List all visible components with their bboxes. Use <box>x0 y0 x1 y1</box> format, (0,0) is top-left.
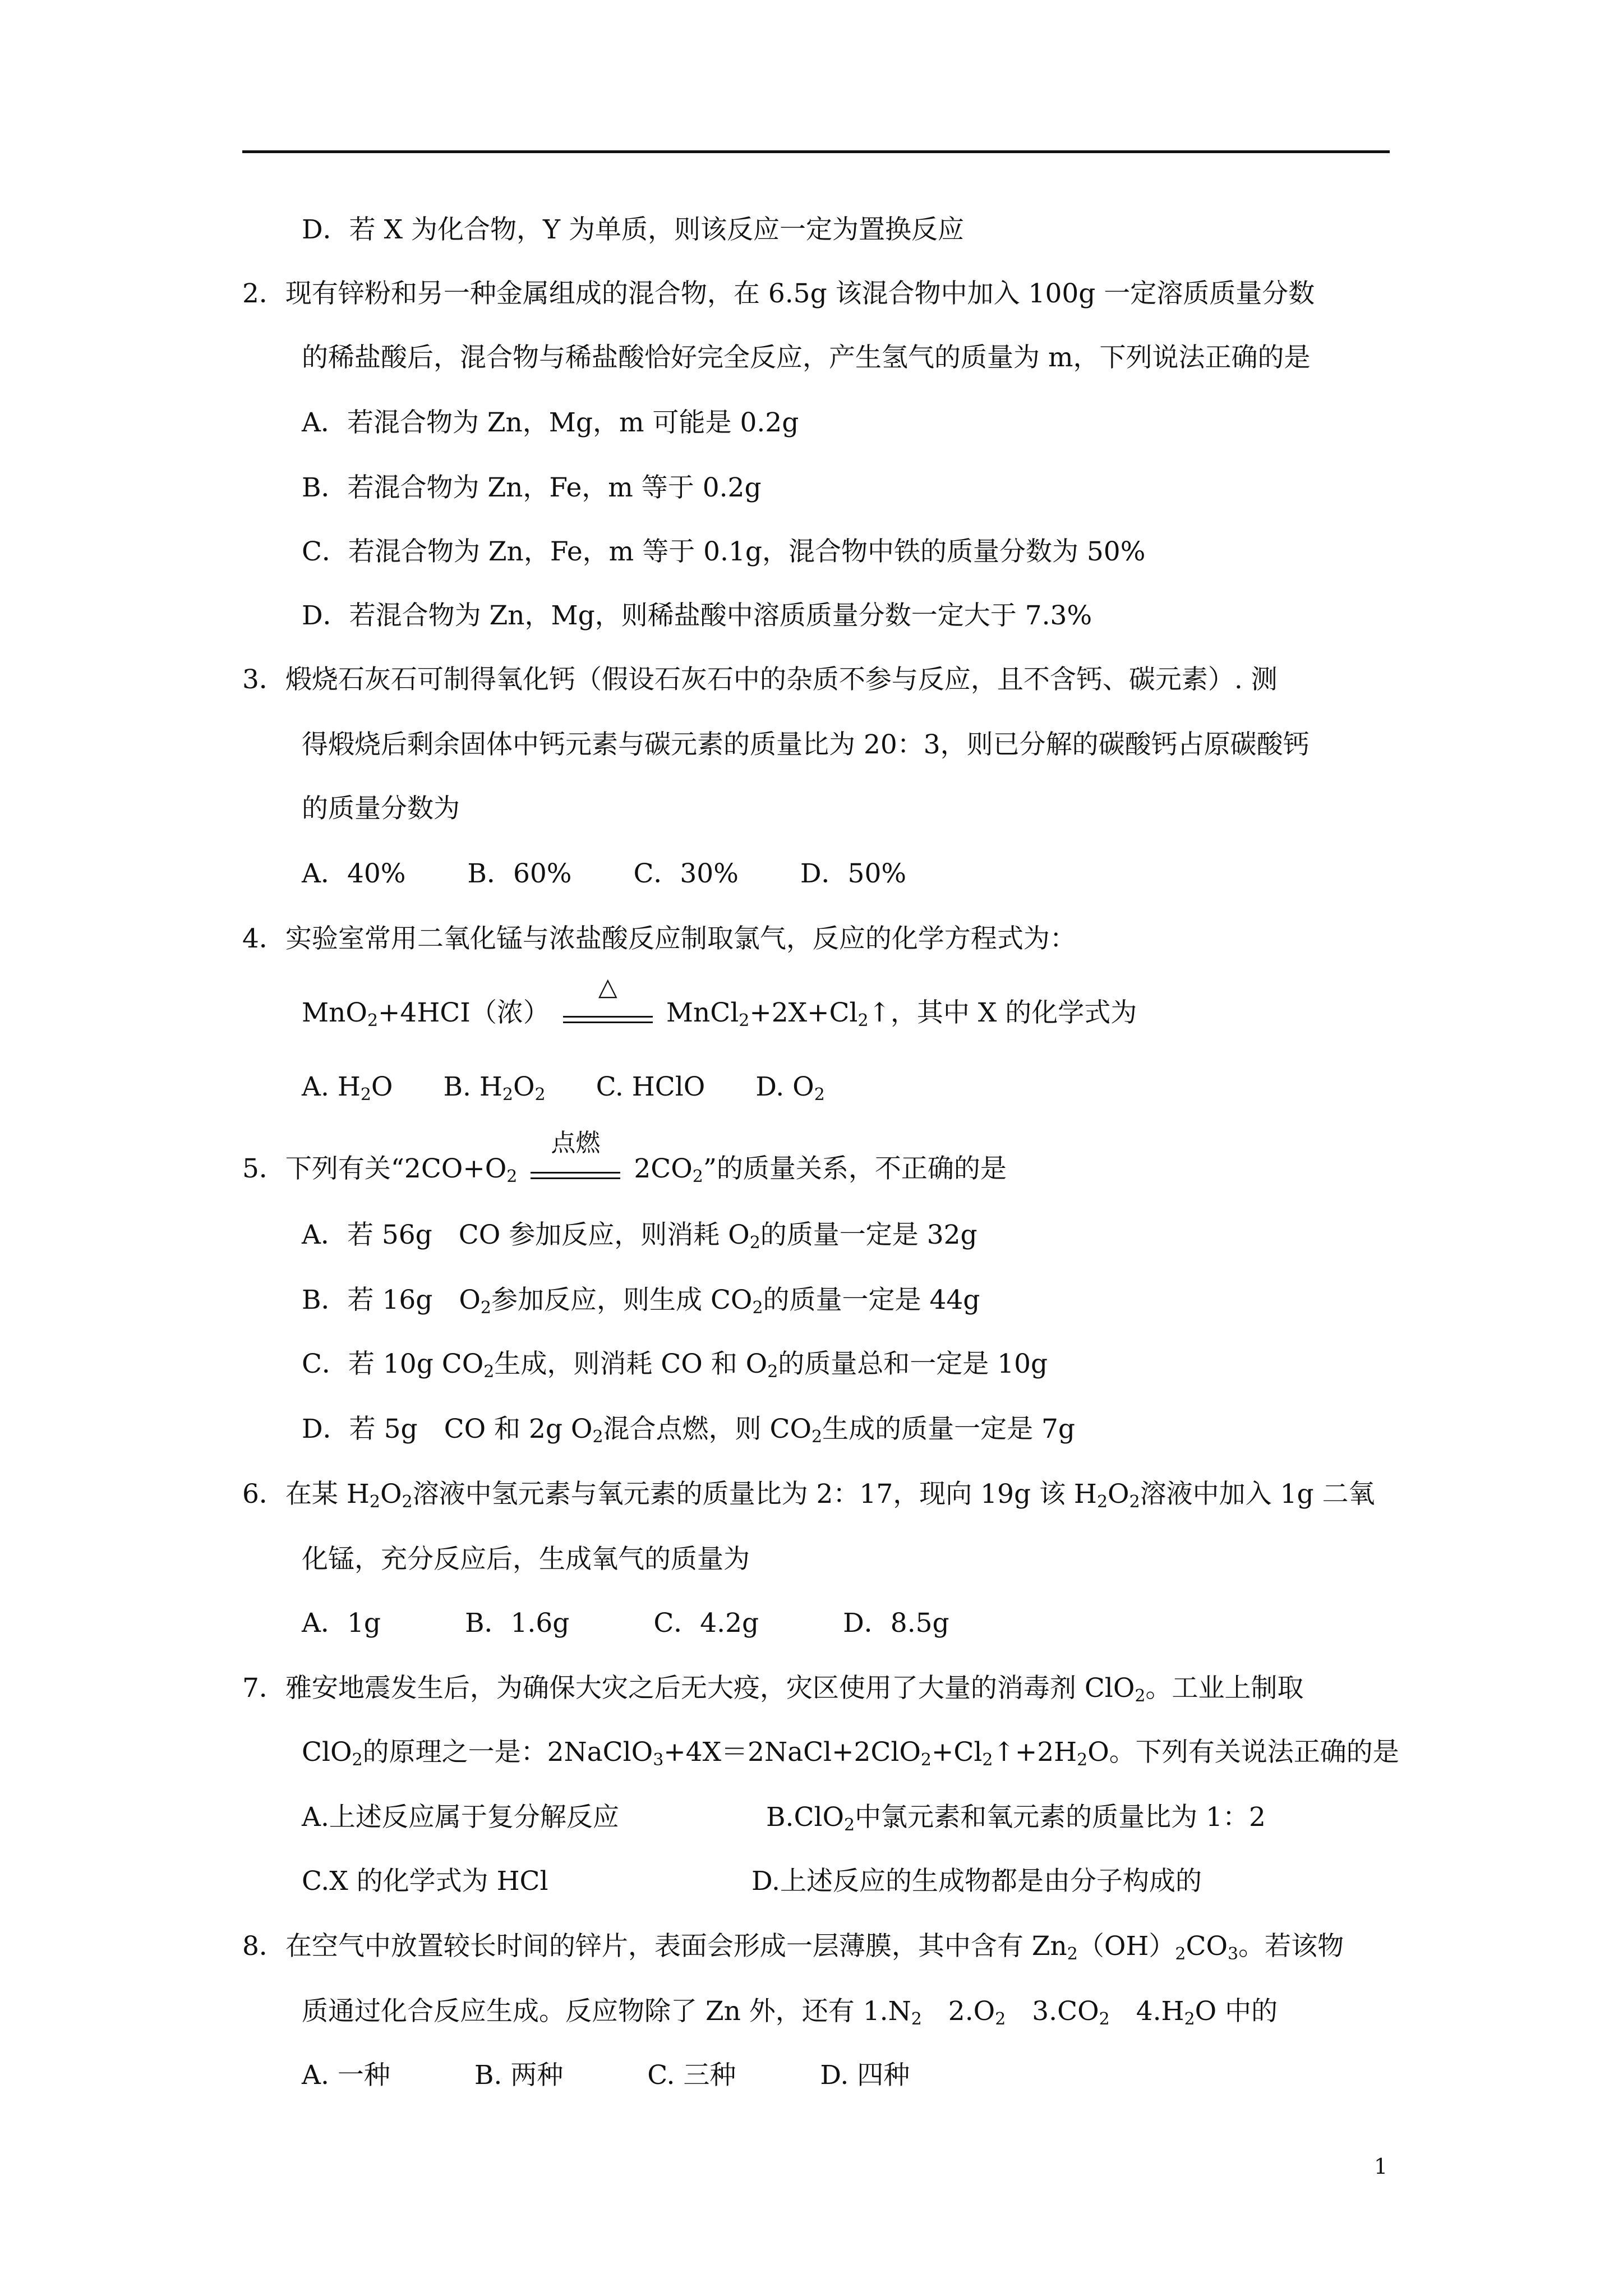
q6-option-a: A．1g <box>302 1608 381 1639</box>
q7-option-b: B.ClO$_2$中氯元素和氧元素的质量比为 1：2 <box>766 1802 1266 1835</box>
page-number: 1 <box>1374 2154 1388 2179</box>
q7-stem-line2: ClO$_2$的原理之一是：$2NaClO_3+4X=2NaCl+2ClO_2+Cl_2↑+2H_2O$。下列有关说法正确的是 <box>302 1737 1399 1770</box>
q5-option-d: D．若 5g CO 和 2g $O_2$混合点燃，则 $CO_2$生成的质量一定是 7g <box>302 1414 1076 1447</box>
eq-term: +2X+Cl <box>749 997 858 1028</box>
subscript: 2 <box>857 1011 869 1030</box>
q6-stem-line1: 6．在某 $H_2O_2$溶液中氢元素与氧元素的质量比为 2：17，现向 19g 该 $H_2O_2$溶液中加入 1g 二氧 <box>242 1479 1375 1512</box>
q8-option-c: C. 三种 <box>647 2060 736 2091</box>
ignite-equals-sign <box>531 1129 620 1188</box>
eq-term: +4HCI（浓） <box>378 997 550 1028</box>
q5-option-a: A．若 56g CO 参加反应，则消耗 $O_2$的质量一定是 32g <box>302 1220 978 1253</box>
q8-option-b: B. 两种 <box>474 2060 564 2091</box>
subscript: 2 <box>739 1011 750 1030</box>
q5-option-c: C．若 10g $CO_2$生成，则消耗 CO 和 $O_2$的质量总和一定是 10g <box>302 1349 1048 1382</box>
q4-option-d: D. $O_2$ <box>755 1071 825 1105</box>
q7-option-d: D.上述反应的生成物都是由分子构成的 <box>751 1866 1202 1897</box>
q3-option-a: A．40% <box>302 858 406 889</box>
q8-stem-line2: 质通过化合反应生成。反应物除了 Zn 外，还有 $1.N_2$ $2.O_2$ $3.CO_2$ $4.H_2O$ 中的 <box>302 1996 1278 2029</box>
q8-options <box>302 2059 910 2092</box>
q2-option-c: C．若混合物为 Zn，Fe，m 等于 0.1g，混合物中铁的质量分数为 50% <box>302 536 1146 567</box>
q8-option-d: D. 四种 <box>820 2060 910 2091</box>
q8-option-a: A. 一种 <box>302 2060 390 2091</box>
q2-option-d: D．若混合物为 Zn，Mg，则稀盐酸中溶质质量分数一定大于 7.3% <box>302 600 1092 631</box>
heating-equals-sign <box>563 973 653 1032</box>
q6-stem-line2: 化锰，充分反应后，生成氧气的质量为 <box>302 1544 750 1575</box>
q3-stem-line3: 的质量分数为 <box>302 793 460 824</box>
q5-stem: 5．下列有关“$2CO+O_2$ 点燃 $2CO_2$”的质量关系，不正确的是 <box>242 1129 1007 1186</box>
eq-tail: ↑，其中 X 的化学式为 <box>868 997 1137 1028</box>
heat-condition: △ <box>598 973 617 1001</box>
q7-option-c: C.X 的化学式为 HCl <box>302 1866 548 1897</box>
q1-option-d: D．若 X 为化合物，Y 为单质，则该反应一定为置换反应 <box>302 214 964 245</box>
q3-stem-line1: 3．煅烧石灰石可制得氧化钙（假设石灰石中的杂质不参与反应，且不含钙、碳元素）. 测 <box>242 664 1278 695</box>
q6-option-c: C．4.2g <box>653 1608 759 1639</box>
q2-stem-line2: 的稀盐酸后，混合物与稀盐酸恰好完全反应，产生氢气的质量为 m，下列说法正确的是 <box>302 342 1311 373</box>
ignite-condition: 点燃 <box>551 1129 601 1157</box>
q3-option-b: B．60% <box>467 858 572 889</box>
q7-option-a: A.上述反应属于复分解反应 <box>302 1802 619 1833</box>
q8-stem-line1: 8．在空气中放置较长时间的锌片，表面会形成一层薄膜，其中含有 $Zn_2(OH)_2CO_3$。若该物 <box>242 1931 1344 1964</box>
q2-option-a: A．若混合物为 Zn，Mg，m 可能是 0.2g <box>302 407 799 438</box>
q2-stem-line1: 2．现有锌粉和另一种金属组成的混合物，在 6.5g 该混合物中加入 100g 一定溶质质量分数 <box>242 278 1315 309</box>
q6-options <box>302 1607 949 1640</box>
q4-option-c: C. HClO <box>596 1071 706 1102</box>
q3-stem-line2: 得煅烧后剩余固体中钙元素与碳元素的质量比为 20：3，则已分解的碳酸钙占原碳酸钙 <box>302 729 1310 760</box>
header-rule <box>242 150 1390 153</box>
q7-stem-line1: 7．雅安地震发生后，为确保大灾之后无大疫，灾区使用了大量的消毒剂 ClO$_2$。工业上制取 <box>242 1673 1304 1706</box>
q2-option-b: B．若混合物为 Zn，Fe，m 等于 0.2g <box>302 472 762 503</box>
q6-option-b: B．1.6g <box>464 1608 570 1639</box>
q3-option-c: C．30% <box>633 858 739 889</box>
q3-options <box>302 857 906 891</box>
eq-term: MnCl <box>666 997 739 1028</box>
eq-term: MnO <box>302 997 367 1028</box>
q5-option-b: B．若 16g $O_2$参加反应，则生成 $CO_2$的质量一定是 44g <box>302 1285 980 1318</box>
q4-option-a: A. $H_2O$ <box>302 1071 393 1105</box>
q3-option-d: D．50% <box>800 858 907 889</box>
subscript: 2 <box>367 1011 379 1030</box>
q4-options <box>302 1070 825 1104</box>
q4-option-b: B. $H_2O_2$ <box>443 1071 546 1105</box>
q6-option-d: D．8.5g <box>843 1608 949 1639</box>
q4-equation <box>302 973 1137 1032</box>
q4-stem-line1: 4．实验室常用二氧化锰与浓盐酸反应制取氯气，反应的化学方程式为： <box>242 923 1076 954</box>
